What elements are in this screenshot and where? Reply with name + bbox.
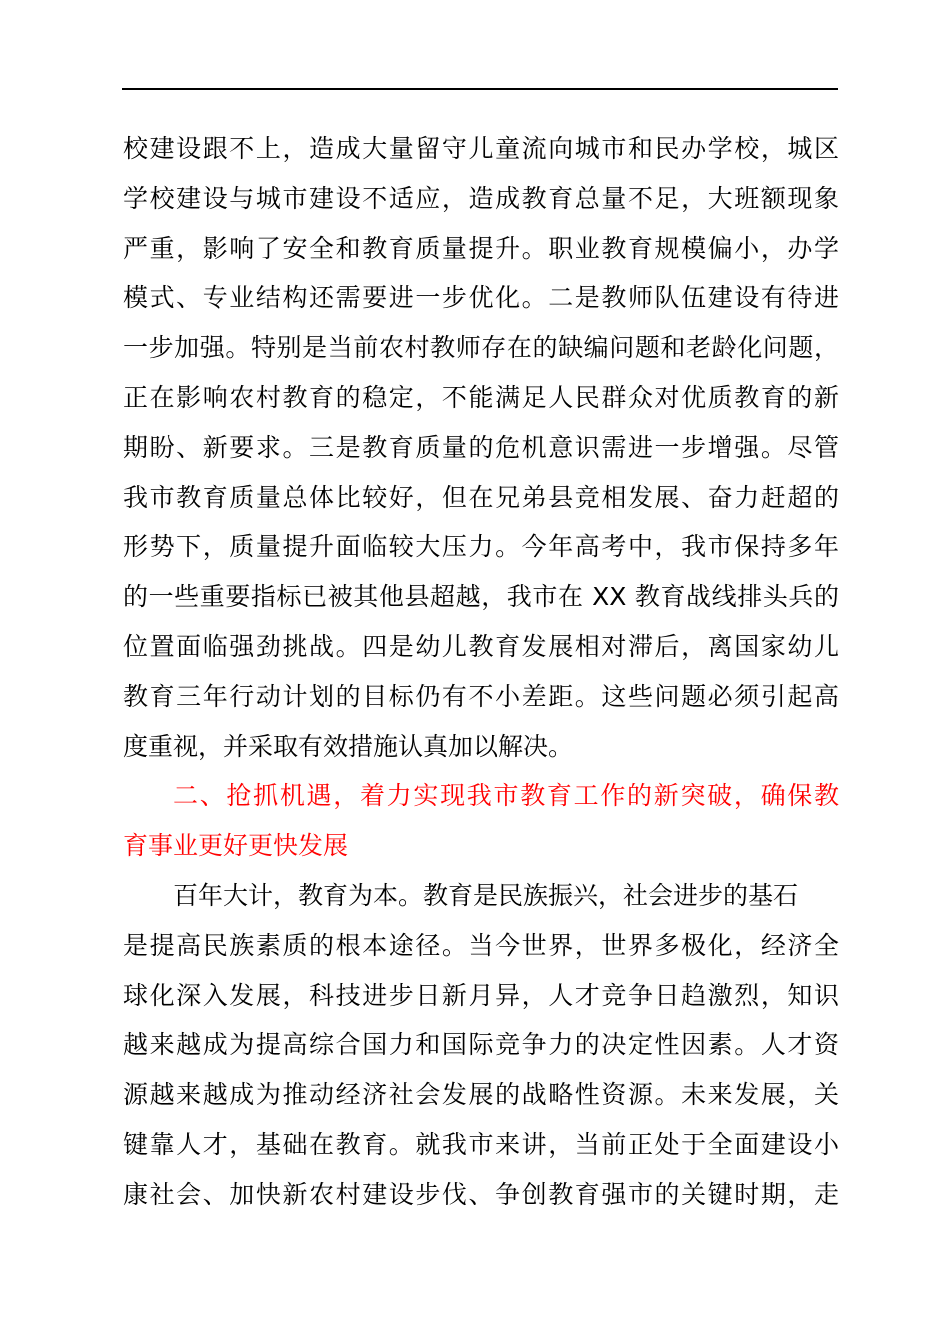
body-line: 一步加强。特别是当前农村教师存在的缺编问题和老龄化问题，	[123, 333, 839, 363]
body-line: 模式、专业结构还需要进一步优化。二是教师队伍建设有待进	[123, 283, 839, 313]
document-body	[123, 124, 839, 1220]
body-line: 度重视，并采取有效措施认真加以解决。	[123, 731, 574, 761]
body-line: 严重，影响了安全和教育质量提升。职业教育规模偏小，办学	[123, 233, 839, 263]
body-line: 康社会、加快新农村建设步伐、争创教育强市的关键时期，走	[123, 1179, 839, 1209]
body-line: 是提高民族素质的根本途径。当今世界，世界多极化，经济全	[123, 930, 839, 960]
body-line: 正在影响农村教育的稳定，不能满足人民群众对优质教育的新	[123, 382, 839, 412]
body-line: 教育三年行动计划的目标仍有不小差距。这些问题必须引起高	[123, 681, 839, 711]
body-line: 的一些重要指标已被其他县超越，我市在 XX 教育战线排头兵的	[123, 582, 839, 612]
body-line: 期盼、新要求。三是教育质量的危机意识需进一步增强。尽管	[123, 432, 839, 462]
header-rule	[122, 88, 838, 90]
paragraph-first-line: 百年大计，教育为本。教育是民族振兴，社会进步的基石	[173, 880, 799, 910]
section-heading-line: 二、抢抓机遇，着力实现我市教育工作的新突破，确保教	[173, 781, 839, 811]
body-line: 位置面临强劲挑战。四是幼儿教育发展相对滞后，离国家幼儿	[123, 631, 839, 661]
body-line: 源越来越成为推动经济社会发展的战略性资源。未来发展，关	[123, 1080, 839, 1110]
body-line: 校建设跟不上，造成大量留守儿童流向城市和民办学校，城区	[123, 134, 839, 163]
section-heading-line: 育事业更好更快发展	[123, 831, 349, 861]
body-line: 我市教育质量总体比较好，但在兄弟县竞相发展、奋力赶超的	[123, 482, 839, 512]
body-line: 球化深入发展，科技进步日新月异，人才竞争日趋激烈，知识	[123, 980, 839, 1010]
body-line: 学校建设与城市建设不适应，造成教育总量不足，大班额现象	[123, 183, 839, 213]
body-line: 键靠人才，基础在教育。就我市来讲，当前正处于全面建设小	[123, 1129, 839, 1159]
body-line: 形势下，质量提升面临较大压力。今年高考中，我市保持多年	[123, 532, 839, 562]
body-line: 越来越成为提高综合国力和国际竞争力的决定性因素。人才资	[123, 1030, 839, 1060]
